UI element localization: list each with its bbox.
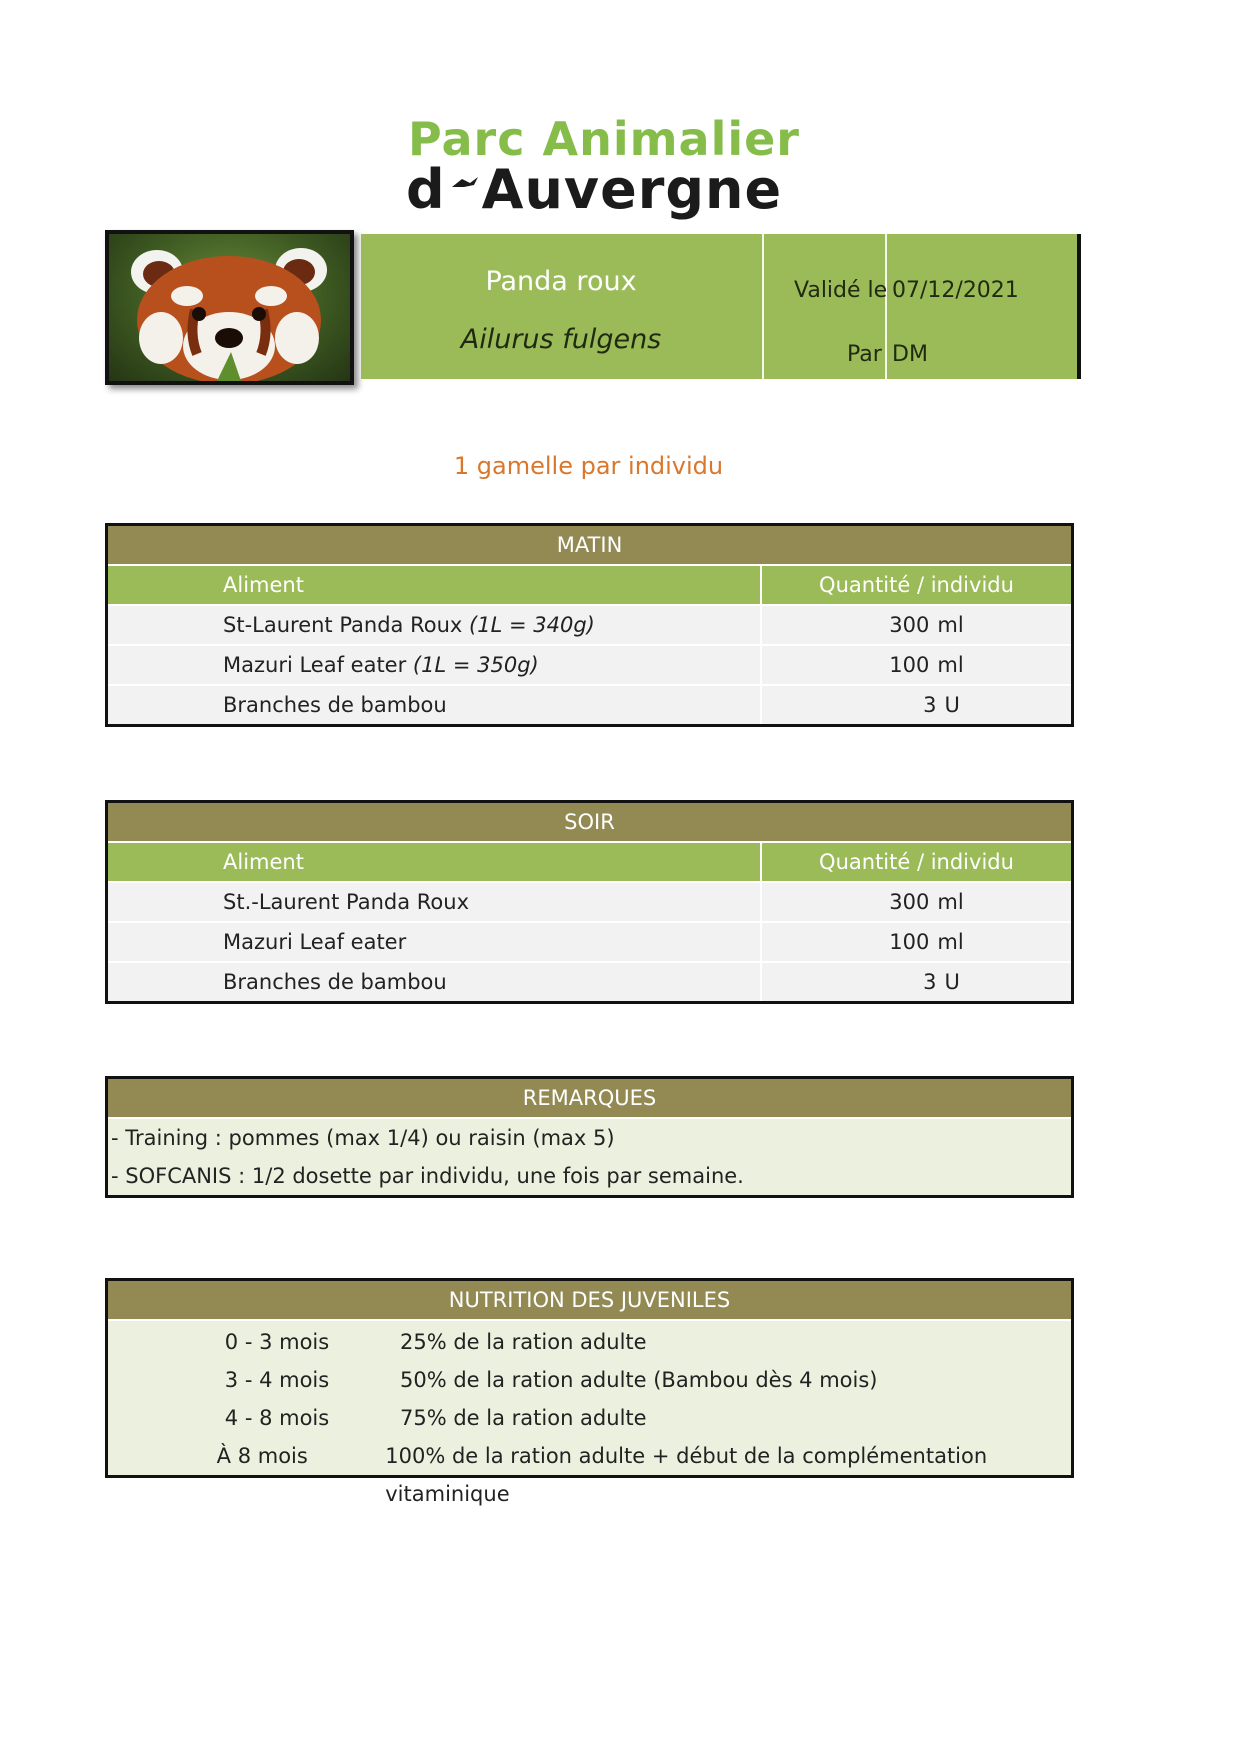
quantity-unit: ml (937, 930, 964, 954)
remark-line: - Training : pommes (max 1/4) ou raisin (max 5) (111, 1126, 615, 1150)
food-density-note: (1L = 350g) (412, 653, 539, 677)
species-latin-name: Ailurus fulgens (460, 324, 662, 355)
table-row (108, 686, 1071, 724)
logo-mountain-a: A (481, 158, 525, 221)
validated-label: Validé le (794, 278, 888, 303)
juvenile-ration: 25% de la ration adulte (400, 1330, 647, 1354)
quantity-cell (762, 606, 1071, 644)
food-name: St-Laurent Panda Roux (223, 613, 463, 637)
quantity-unit: ml (937, 653, 964, 677)
remark-line: - SOFCANIS : 1/2 dosette par individu, une fois par semaine. (111, 1164, 744, 1188)
quantity-cell (762, 646, 1071, 684)
band-divider (885, 234, 887, 379)
red-panda-photo (105, 230, 354, 385)
juvenile-nutrition-box (105, 1278, 1074, 1506)
band-divider (762, 234, 764, 379)
table-row (108, 606, 1071, 646)
quantity-unit: ml (937, 890, 964, 914)
species-header-band (361, 234, 1081, 379)
evening-table (105, 800, 1074, 1004)
food-cell (108, 646, 762, 684)
validated-date: 07/12/2021 (892, 278, 1019, 303)
red-panda-icon (109, 234, 350, 381)
quantity-value: 100 (889, 930, 930, 954)
juvenile-ration: 100% de la ration adulte + début de la complémentation vitaminique (385, 1444, 988, 1506)
morning-title: MATIN (108, 526, 1071, 566)
quantity-unit: U (944, 970, 960, 994)
juvenile-row (108, 1323, 1071, 1361)
logo-word-uvergne: uvergne (524, 158, 783, 221)
quantity-cell (762, 963, 1071, 1001)
juvenile-age (108, 1399, 337, 1437)
remarks-title: REMARQUES (108, 1079, 1071, 1119)
juvenile-title: NUTRITION DES JUVENILES (108, 1281, 1071, 1321)
quantity-value: 100 (889, 653, 930, 677)
quantity-value: 3 (923, 970, 937, 994)
logo-title-line1: Parc Animalier (408, 112, 800, 166)
juvenile-body (108, 1321, 1071, 1506)
juvenile-ration: 50% de la ration adulte (Bambou dès 4 mois) (400, 1368, 878, 1392)
age-range: 3 - 4 mois (224, 1368, 330, 1392)
bird-icon (448, 173, 482, 213)
table-row (108, 646, 1071, 686)
by-label: Par (847, 342, 882, 367)
column-header-quantity: Quantité / individu (819, 850, 1014, 874)
food-density-note: (1L = 340g) (469, 613, 595, 637)
juvenile-age (108, 1323, 337, 1361)
quantity-unit: ml (937, 613, 964, 637)
food-cell: St.-Laurent Panda Roux (108, 883, 762, 921)
table-row (108, 883, 1071, 923)
evening-header-row (108, 843, 1071, 883)
remarks-body (108, 1119, 1071, 1195)
serving-note: 1 gamelle par individu (453, 452, 724, 480)
quantity-unit: U (944, 693, 960, 717)
quantity-value: 3 (923, 693, 937, 717)
column-header-food: Aliment (108, 843, 762, 881)
quantity-cell (762, 923, 1071, 961)
food-cell: Mazuri Leaf eater (108, 923, 762, 961)
column-header-food: Aliment (108, 566, 762, 604)
table-row (108, 963, 1071, 1001)
food-cell: Branches de bambou (108, 963, 762, 1001)
food-cell (108, 606, 762, 644)
by-value: DM (892, 342, 928, 367)
logo-title-line2 (406, 158, 782, 221)
age-range: 4 - 8 mois (224, 1406, 330, 1430)
juvenile-row (108, 1399, 1071, 1437)
food-cell (108, 686, 762, 724)
age-range: À 8 mois (216, 1444, 308, 1468)
red-panda-illustration (109, 234, 350, 381)
juvenile-ration: 75% de la ration adulte (400, 1406, 647, 1430)
remarks-box (105, 1076, 1074, 1198)
quantity-cell (762, 883, 1071, 921)
quantity-cell (762, 686, 1071, 724)
logo-letter-d: d (406, 158, 446, 221)
juvenile-row (108, 1361, 1071, 1399)
food-name: Branches de bambou (223, 693, 447, 717)
morning-table (105, 523, 1074, 727)
quantity-value: 300 (889, 613, 930, 637)
juvenile-row (108, 1437, 1071, 1506)
column-header-quantity: Quantité / individu (819, 573, 1014, 597)
juvenile-age (108, 1361, 337, 1399)
food-name: Mazuri Leaf eater (223, 653, 407, 677)
quantity-value: 300 (889, 890, 930, 914)
age-range: 0 - 3 mois (224, 1330, 330, 1354)
evening-title: SOIR (108, 803, 1071, 843)
table-row (108, 923, 1071, 963)
species-common-name: Panda roux (485, 266, 637, 297)
juvenile-age (108, 1437, 322, 1475)
morning-header-row (108, 566, 1071, 606)
